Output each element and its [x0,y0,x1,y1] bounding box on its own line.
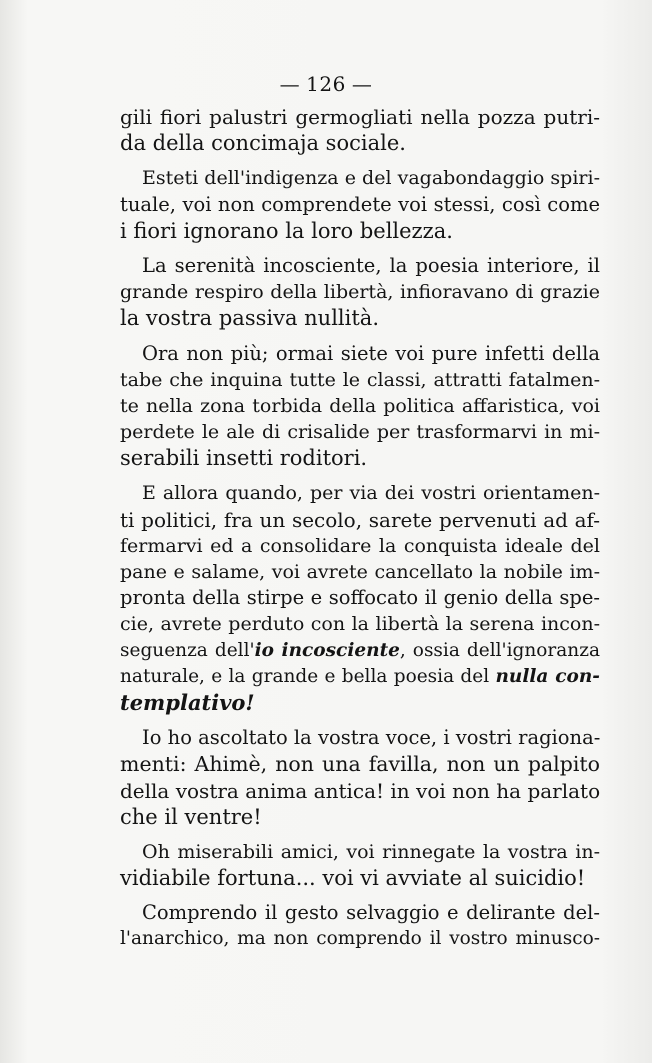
text-line-mixed [120,664,600,690]
text-fragment: seguenza dell' [120,639,255,661]
page-number-value: 126 [306,72,346,96]
page-number [0,72,652,96]
text-line-mixed [120,690,600,716]
text-line: Esteti dell'indigenza e del vagabondaggio spiri- [142,167,600,190]
text-line: ti politici, fra un secolo, sarete pervenuti ad af- [120,507,600,532]
text-line: che il ventre! [120,804,262,829]
body-text [120,104,600,953]
text-line: da della concimaja sociale. [120,131,406,156]
italic-phrase: nulla con- [495,665,600,687]
text-line: Io ho ascoltato la vostra voce, i vostri ragiona- [142,726,601,750]
text-line: vidiabile fortuna... voi vi avviate al suicidio! [120,866,586,891]
italic-phrase: io incosciente [254,639,400,661]
italic-phrase: templativo! [120,689,255,715]
text-line: te nella zona torbida della politica affaristica, voi [120,394,600,417]
text-line: tabe che inquina tutte le classi, attratti fatalmen- [120,368,600,391]
text-line: Comprendo il gesto selvaggio e delirante del- [142,901,600,925]
text-line: della vostra anima antica! in voi non ha parlato [120,778,601,803]
folio-dash-left: — [279,72,301,96]
text-line: la vostra passiva nullità. [120,306,379,331]
text-line: fermarvi ed a consolidare la conquista ideale del [120,534,600,557]
text-line: perdete le ale di crisalide per trasformarvi in mi- [120,421,600,444]
text-line: i fiori ignorano la loro bellezza. [120,218,453,243]
text-line: serabili insetti roditori. [120,446,368,471]
text-line: cie, avrete perduto con la libertà la serena incon- [120,613,600,636]
text-line: pane e salame, voi avrete cancellato la nobile im- [120,561,600,583]
text-line: Ora non più; ormai siete voi pure infetti della [142,341,600,365]
text-line: gili fiori palustri germogliati nella pozza putri- [120,105,600,129]
text-line: La serenità incosciente, la poesia interiore, il [142,253,600,277]
text-fragment: naturale, e la grande e bella poesia del [120,665,496,687]
folio-dash-right: — [351,72,373,96]
text-line: E allora quando, per via dei vostri orientamen- [142,482,600,505]
text-line: pronta della stirpe e soffocato il genio della spe- [120,586,600,610]
text-line: grande respiro della libertà, infioravano di grazie [120,281,600,304]
text-fragment: , ossia dell'ignoranza [399,639,600,661]
text-line-mixed [120,638,600,664]
text-line: Oh miserabili amici, voi rinnegate la vostra in- [142,840,600,863]
text-line: l'anarchico, ma non comprendo il vostro minusco- [120,928,600,950]
text-line: menti: Ahimè, non una favilla, non un palpito [120,752,600,777]
text-line: tuale, voi non comprendete voi stessi, così come [120,192,600,216]
